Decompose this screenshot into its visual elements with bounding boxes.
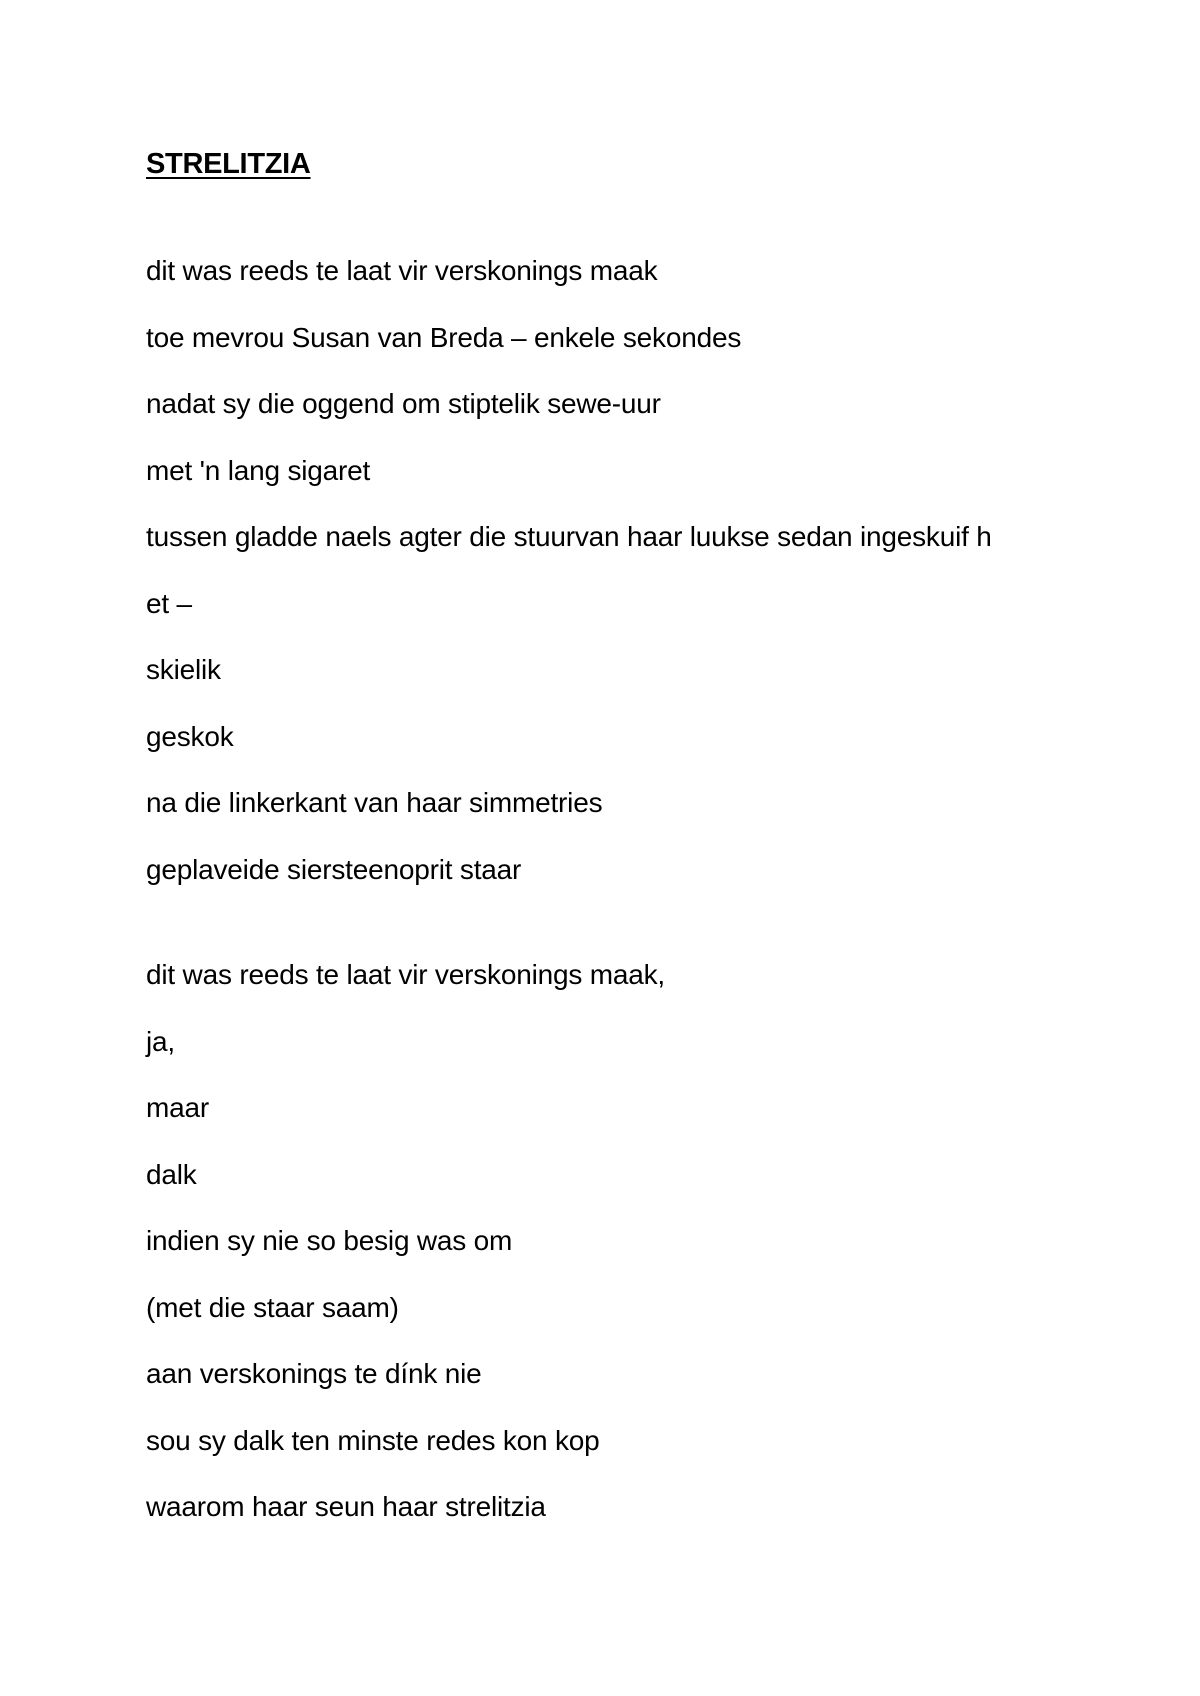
poem-line: et – <box>146 587 192 619</box>
stanza-2 <box>146 961 665 1560</box>
stanza-1 <box>146 257 992 922</box>
poem-line: dalk <box>146 1158 197 1190</box>
poem-line: dit was reeds te laat vir verskonings maak, <box>146 959 665 990</box>
poem-line: met 'n lang sigaret <box>146 454 371 486</box>
poem-line: maar <box>146 1092 209 1123</box>
poem-line: nadat sy die oggend om stiptelik sewe-uur <box>146 388 661 419</box>
poem-line: na die linkerkant van haar simmetries <box>146 787 603 818</box>
poem-line: (met die staar saam) <box>146 1291 399 1323</box>
poem-line: geplaveide siersteenoprit staar <box>146 853 522 885</box>
poem-line: toe mevrou Susan van Breda – enkele sekondes <box>146 321 742 353</box>
poem-line: aan verskonings te dínk nie <box>146 1358 482 1389</box>
poem-line: sou sy dalk ten minste redes kon kop <box>146 1424 600 1456</box>
poem-line: indien sy nie so besig was om <box>146 1225 513 1256</box>
poem-title: STRELITZIA <box>146 148 311 180</box>
poem-line: skielik <box>146 654 221 685</box>
poem-line: dit was reeds te laat vir verskonings maak <box>146 255 658 286</box>
poem-line: geskok <box>146 720 234 752</box>
poem-line: ja, <box>146 1025 175 1057</box>
poem-line: waarom haar seun haar strelitzia <box>146 1491 546 1522</box>
poem-line: tussen gladde naels agter die stuurvan haar luukse sedan ingeskuif h <box>146 521 992 552</box>
